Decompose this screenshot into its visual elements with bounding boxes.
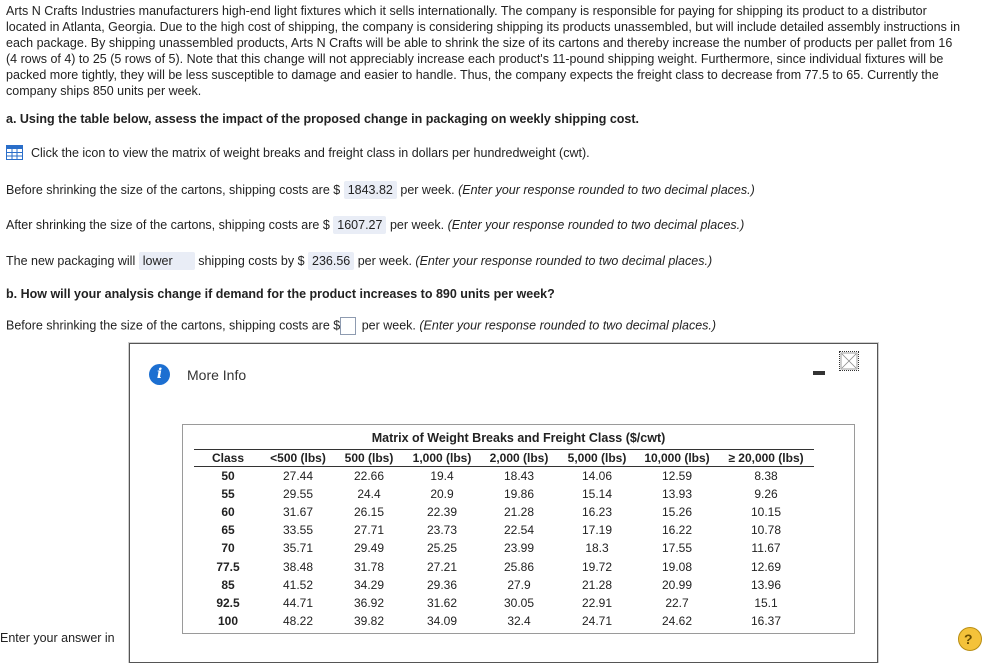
freight-class-cell: 55 bbox=[221, 486, 235, 501]
freight-class-cell: 85 bbox=[221, 577, 235, 592]
info-icon: i bbox=[149, 364, 170, 385]
matrix-header-cell: 2,000 (lbs) bbox=[480, 450, 558, 467]
rate-cell: 22.7 bbox=[665, 595, 689, 610]
matrix-header-cell: ≥ 20,000 (lbs) bbox=[718, 450, 814, 467]
rate-cell: 19.08 bbox=[661, 559, 693, 574]
before-shrink-row-a: Before shrinking the size of the cartons, shipping costs are $ 1843.82 per week. (Enter your response rounded to two decimal places.) bbox=[6, 183, 755, 197]
rate-cell: 44.71 bbox=[282, 595, 314, 610]
rate-cell: 22.39 bbox=[426, 504, 458, 519]
rate-cell: 29.49 bbox=[353, 541, 385, 556]
table-grid-icon[interactable] bbox=[6, 145, 23, 160]
problem-intro: Arts N Crafts Industries manufacturers high-end light fixtures which it sells internationally. The company is responsible for paying for shipping its product to a distributor located in Atlanta, Georgia. Due to the high cost of shipping, the company is considering shipping its products unassembled, but will include detailed assembly instructions in each package. By shipping unassembled products, Arts N Crafts will be able to shrink the size of its cartons and thereby increase the number of products per pallet from 16 (4 rows of 4) to 25 (5 rows of 5). Note that this change will not appreciably increase each product's 11-pound shipping weight. Furthermore, since individual fixtures will be packed more tightly, they will be less susceptible to damage and easier to handle. Thus, the company expects the freight class to decrease from 77.5 to 65. Currently the company ships 850 units per week. bbox=[6, 4, 961, 98]
rate-cell: 19.86 bbox=[503, 486, 535, 501]
rate-cell: 21.28 bbox=[503, 504, 535, 519]
before-cost-answer[interactable]: 1843.82 bbox=[344, 181, 397, 199]
rate-cell: 18.43 bbox=[503, 468, 535, 483]
rate-cell: 15.14 bbox=[581, 486, 613, 501]
rate-cell: 29.36 bbox=[426, 577, 458, 592]
matrix-title: Matrix of Weight Breaks and Freight Class ($/cwt) bbox=[371, 431, 666, 445]
rate-cell: 16.23 bbox=[581, 504, 613, 519]
rate-cell: 27.9 bbox=[507, 577, 531, 592]
rate-cell: 29.55 bbox=[282, 486, 314, 501]
freight-matrix-panel bbox=[182, 424, 855, 634]
close-icon[interactable] bbox=[839, 351, 859, 371]
rate-cell: 35.71 bbox=[282, 541, 314, 556]
freight-matrix-table bbox=[194, 449, 814, 630]
rate-cell: 17.19 bbox=[581, 523, 613, 538]
rate-cell: 8.38 bbox=[754, 468, 778, 483]
change-row: The new packaging will lower shipping costs by $ 236.56 per week. (Enter your response rounded to two decimal places.) bbox=[6, 254, 713, 268]
rate-cell: 27.71 bbox=[353, 523, 385, 538]
rate-cell: 31.67 bbox=[282, 504, 314, 519]
enter-answer-text: Enter your answer in bbox=[0, 631, 115, 645]
matrix-row bbox=[194, 576, 814, 594]
matrix-header-cell: 10,000 (lbs) bbox=[636, 450, 718, 467]
rate-cell: 41.52 bbox=[282, 577, 314, 592]
rate-cell: 25.86 bbox=[503, 559, 535, 574]
freight-class-cell: 77.5 bbox=[216, 559, 240, 574]
rate-cell: 38.48 bbox=[282, 559, 314, 574]
rate-cell: 9.26 bbox=[754, 486, 778, 501]
more-info-dialog bbox=[129, 343, 878, 663]
rate-cell: 34.29 bbox=[353, 577, 385, 592]
rate-cell: 16.37 bbox=[750, 614, 782, 629]
rate-cell: 32.4 bbox=[507, 614, 531, 629]
before-cost-input-b[interactable] bbox=[340, 317, 356, 335]
rate-cell: 12.69 bbox=[750, 559, 782, 574]
freight-class-cell: 60 bbox=[221, 504, 235, 519]
matrix-header-cell: 1,000 (lbs) bbox=[404, 450, 480, 467]
rate-cell: 39.82 bbox=[353, 614, 385, 629]
after-cost-answer[interactable]: 1607.27 bbox=[333, 216, 386, 234]
rate-cell: 18.3 bbox=[585, 541, 609, 556]
rate-cell: 33.55 bbox=[282, 523, 314, 538]
rate-cell: 36.92 bbox=[353, 595, 385, 610]
rate-cell: 19.72 bbox=[581, 559, 613, 574]
matrix-row bbox=[194, 539, 814, 557]
rate-cell: 20.9 bbox=[430, 486, 454, 501]
part-a-prompt: a. Using the table below, assess the impact of the proposed change in packaging on weekly shipping cost. bbox=[6, 112, 640, 126]
rate-cell: 13.96 bbox=[750, 577, 782, 592]
matrix-row bbox=[194, 521, 814, 539]
matrix-header-cell: 500 (lbs) bbox=[334, 450, 404, 467]
matrix-header-cell: Class bbox=[194, 450, 262, 467]
rate-cell: 17.55 bbox=[661, 541, 693, 556]
rate-cell: 34.09 bbox=[426, 614, 458, 629]
dialog-title: More Info bbox=[187, 367, 247, 383]
before-shrink-row-b: Before shrinking the size of the cartons, shipping costs are $ per week. (Enter your response rounded to two decimal places.) bbox=[6, 317, 716, 335]
matrix-row bbox=[194, 485, 814, 503]
rate-cell: 23.73 bbox=[426, 523, 458, 538]
rate-cell: 23.99 bbox=[503, 541, 535, 556]
minimize-icon[interactable] bbox=[813, 371, 825, 375]
rate-cell: 20.99 bbox=[661, 577, 693, 592]
rate-cell: 30.05 bbox=[503, 595, 535, 610]
matrix-link-text[interactable]: Click the icon to view the matrix of weight breaks and freight class in dollars per hundredweight (cwt). bbox=[31, 146, 590, 160]
rate-cell: 16.22 bbox=[661, 523, 693, 538]
freight-class-cell: 70 bbox=[221, 541, 235, 556]
rate-cell: 25.25 bbox=[426, 541, 458, 556]
after-shrink-row-a: After shrinking the size of the cartons, shipping costs are $ 1607.27 per week. (Enter your response rounded to two decimal places.) bbox=[6, 218, 745, 232]
freight-class-cell: 50 bbox=[221, 468, 235, 483]
rate-cell: 24.4 bbox=[357, 486, 381, 501]
rate-cell: 15.26 bbox=[661, 504, 693, 519]
matrix-row bbox=[194, 557, 814, 575]
change-amount-answer[interactable]: 236.56 bbox=[308, 252, 354, 270]
rate-cell: 14.06 bbox=[581, 468, 613, 483]
rate-cell: 15.1 bbox=[754, 595, 778, 610]
rate-cell: 22.66 bbox=[353, 468, 385, 483]
rate-cell: 22.54 bbox=[503, 523, 535, 538]
rate-cell: 13.93 bbox=[661, 486, 693, 501]
freight-class-cell: 100 bbox=[217, 614, 239, 629]
rate-cell: 27.44 bbox=[282, 468, 314, 483]
rate-cell: 24.62 bbox=[661, 614, 693, 629]
rate-cell: 12.59 bbox=[661, 468, 693, 483]
matrix-row bbox=[194, 503, 814, 521]
matrix-header-cell: <500 (lbs) bbox=[262, 450, 334, 467]
rate-cell: 10.78 bbox=[750, 523, 782, 538]
part-b-prompt: b. How will your analysis change if demand for the product increases to 890 units per week? bbox=[6, 287, 555, 301]
rate-cell: 31.62 bbox=[426, 595, 458, 610]
matrix-link-row[interactable] bbox=[6, 145, 590, 161]
rate-cell: 21.28 bbox=[581, 577, 613, 592]
rate-cell: 31.78 bbox=[353, 559, 385, 574]
matrix-header-row bbox=[194, 450, 814, 467]
matrix-row bbox=[194, 594, 814, 612]
matrix-header-cell: 5,000 (lbs) bbox=[558, 450, 636, 467]
rate-cell: 22.91 bbox=[581, 595, 613, 610]
rate-cell: 11.67 bbox=[751, 541, 781, 556]
freight-class-cell: 65 bbox=[221, 523, 235, 538]
direction-answer[interactable]: lower bbox=[139, 252, 195, 270]
freight-class-cell: 92.5 bbox=[216, 595, 240, 610]
rate-cell: 19.4 bbox=[430, 468, 454, 483]
help-badge-icon[interactable]: ? bbox=[958, 627, 982, 651]
rate-cell: 26.15 bbox=[353, 504, 385, 519]
rate-cell: 48.22 bbox=[282, 614, 314, 629]
matrix-row bbox=[194, 467, 814, 485]
rate-cell: 27.21 bbox=[426, 559, 458, 574]
rate-cell: 24.71 bbox=[581, 614, 613, 629]
rate-cell: 10.15 bbox=[750, 504, 782, 519]
matrix-row bbox=[194, 612, 814, 630]
